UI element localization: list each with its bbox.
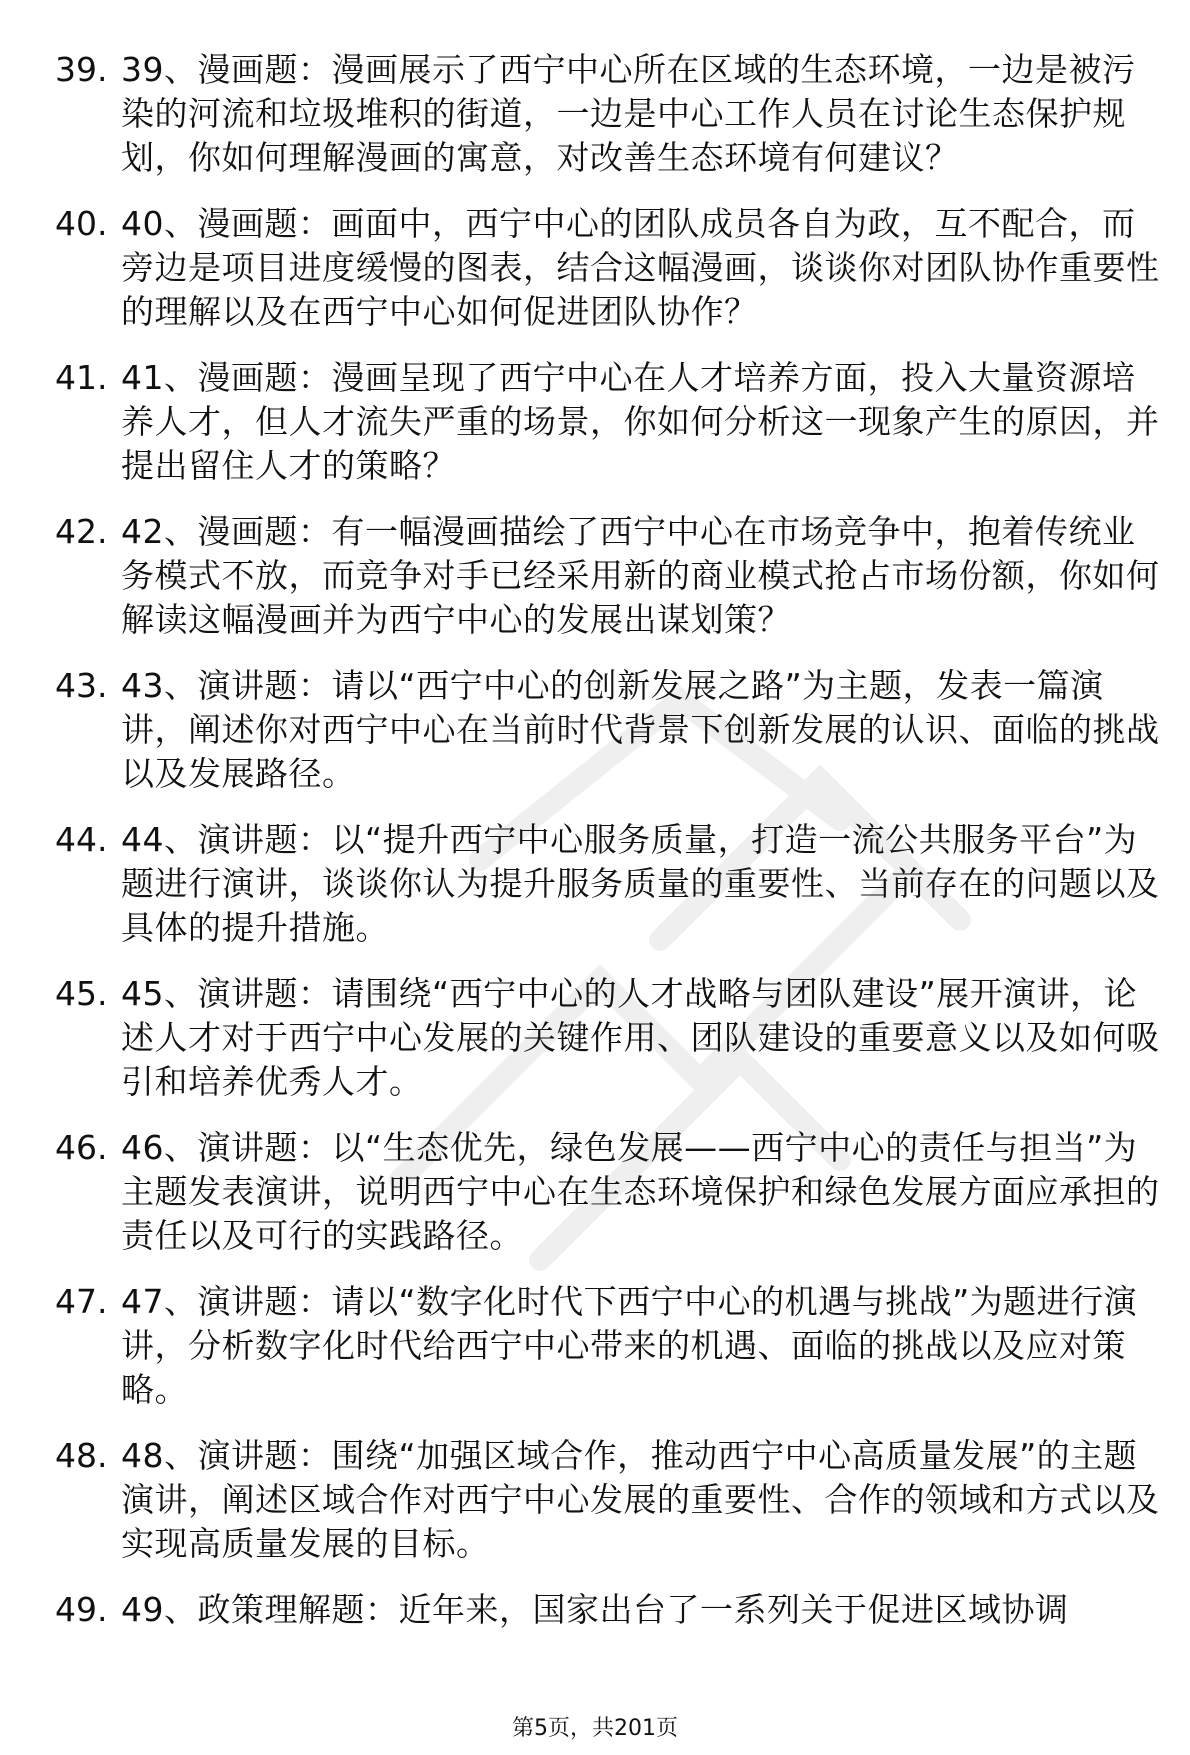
question-item	[55, 202, 1165, 334]
question-text: 46、演讲题：以“生态优先，绿色发展——西宁中心的责任与担当”为主题发表演讲，说明西宁中心在生态环境保护和绿色发展方面应承担的责任以及可行的实践路径。	[121, 1128, 1160, 1255]
question-text: 49、政策理解题：近年来，国家出台了一系列关于促进区域协调	[121, 1590, 1069, 1629]
question-text: 44、演讲题：以“提升西宁中心服务质量，打造一流公共服务平台”为题进行演讲，谈谈你认为提升服务质量的重要性、当前存在的问题以及具体的提升措施。	[121, 820, 1160, 947]
question-item	[55, 1434, 1165, 1566]
question-item	[55, 972, 1165, 1104]
question-text: 42、漫画题：有一幅漫画描绘了西宁中心在市场竞争中，抱着传统业务模式不放，而竞争对手已经采用新的商业模式抢占市场份额，你如何解读这幅漫画并为西宁中心的发展出谋划策？	[121, 512, 1160, 639]
question-item	[55, 818, 1165, 950]
question-number: 48.	[55, 1436, 108, 1475]
question-item	[55, 664, 1165, 796]
question-number: 49.	[55, 1590, 108, 1629]
question-number: 42.	[55, 512, 108, 551]
question-item	[55, 1126, 1165, 1258]
question-number: 44.	[55, 820, 108, 859]
question-number: 41.	[55, 358, 108, 397]
question-item	[55, 510, 1165, 642]
question-text: 48、演讲题：围绕“加强区域合作，推动西宁中心高质量发展”的主题演讲，阐述区域合作对西宁中心发展的重要性、合作的领域和方式以及实现高质量发展的目标。	[121, 1436, 1160, 1563]
question-text: 41、漫画题：漫画呈现了西宁中心在人才培养方面，投入大量资源培养人才，但人才流失严重的场景，你如何分析这一现象产生的原因，并提出留住人才的策略？	[121, 358, 1160, 485]
question-text: 43、演讲题：请以“西宁中心的创新发展之路”为主题，发表一篇演讲，阐述你对西宁中心在当前时代背景下创新发展的认识、面临的挑战以及发展路径。	[121, 666, 1160, 793]
question-number: 45.	[55, 974, 108, 1013]
question-item	[55, 1588, 1165, 1632]
page-number-label: 第5页，共201页	[512, 1716, 678, 1741]
question-item	[55, 1280, 1165, 1412]
question-number: 43.	[55, 666, 108, 705]
question-number: 46.	[55, 1128, 108, 1167]
question-item	[55, 356, 1165, 488]
question-number: 40.	[55, 204, 108, 243]
page-footer	[0, 1715, 1190, 1743]
question-list	[55, 48, 1165, 1654]
question-text: 39、漫画题：漫画展示了西宁中心所在区域的生态环境，一边是被污染的河流和垃圾堆积的街道，一边是中心工作人员在讨论生态保护规划，你如何理解漫画的寓意，对改善生态环境有何建议？	[121, 50, 1136, 177]
question-number: 39.	[55, 50, 108, 89]
question-number: 47.	[55, 1282, 108, 1321]
question-text: 47、演讲题：请以“数字化时代下西宁中心的机遇与挑战”为题进行演讲，分析数字化时代给西宁中心带来的机遇、面临的挑战以及应对策略。	[121, 1282, 1138, 1409]
question-item	[55, 48, 1165, 180]
question-text: 45、演讲题：请围绕“西宁中心的人才战略与团队建设”展开演讲，论述人才对于西宁中心发展的关键作用、团队建设的重要意义以及如何吸引和培养优秀人才。	[121, 974, 1160, 1101]
question-text: 40、漫画题：画面中，西宁中心的团队成员各自为政，互不配合，而旁边是项目进度缓慢的图表，结合这幅漫画，谈谈你对团队协作重要性的理解以及在西宁中心如何促进团队协作？	[121, 204, 1160, 331]
